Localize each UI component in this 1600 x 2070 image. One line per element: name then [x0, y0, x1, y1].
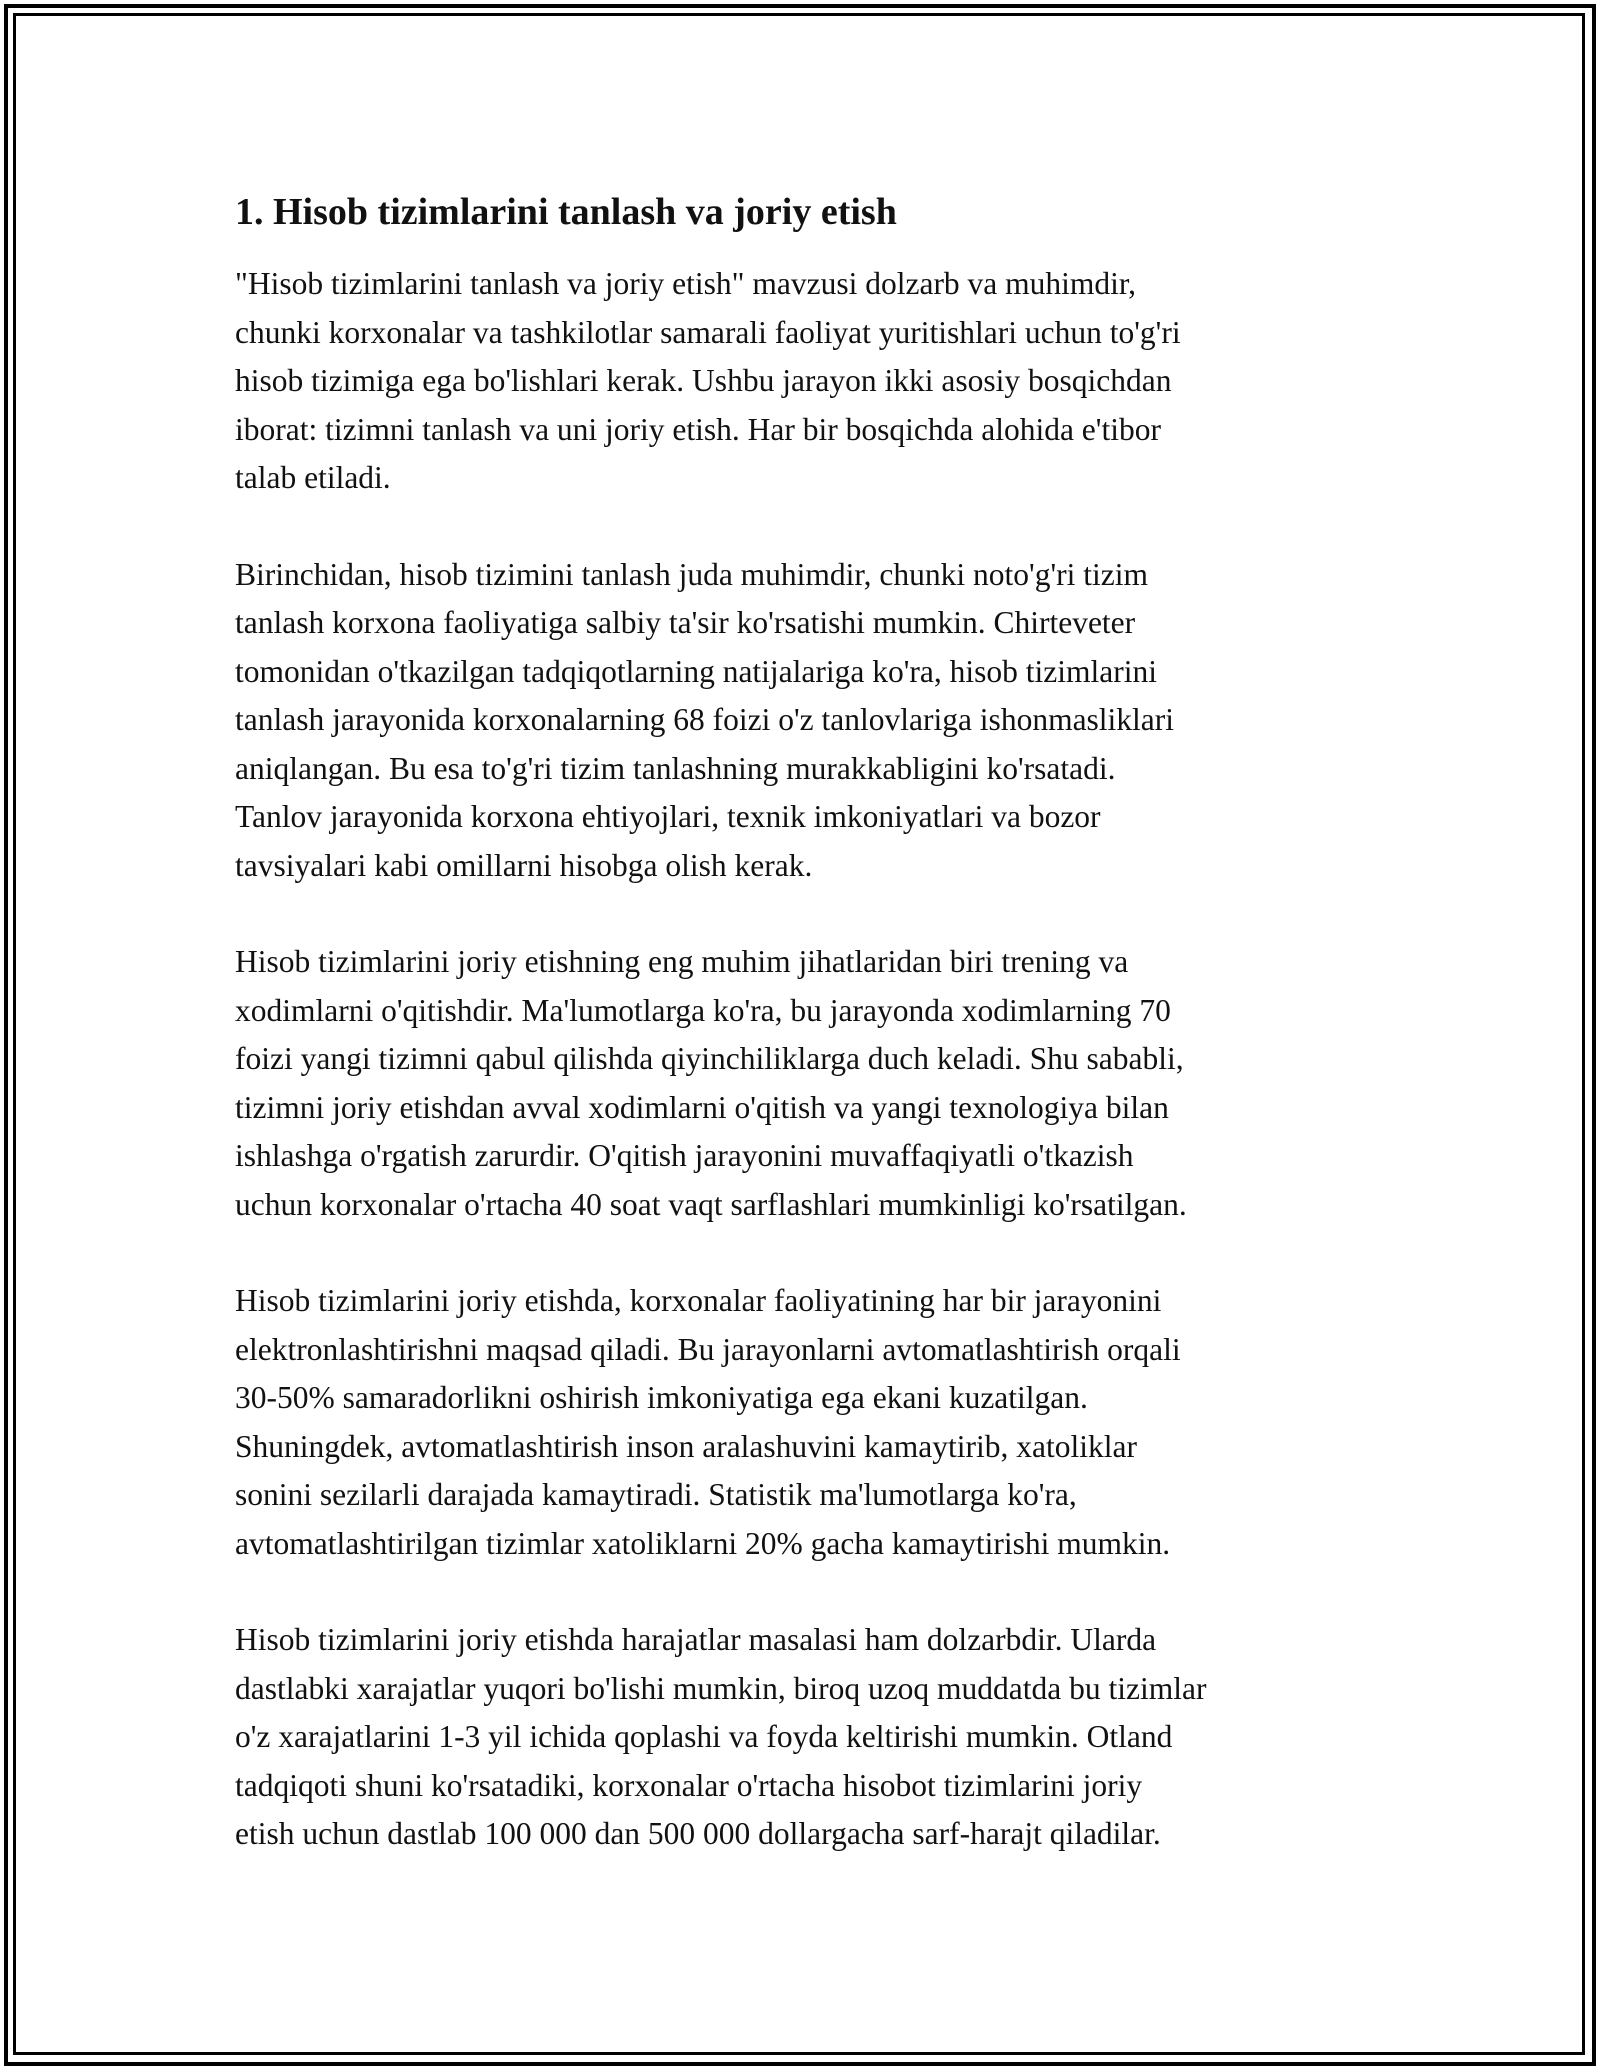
- text-line: avtomatlashtirilgan tizimlar xatoliklarni 20% gacha kamaytirishi mumkin.: [235, 1525, 1171, 1561]
- text-line: Birinchidan, hisob tizimini tanlash juda muhimdir, chunki noto'g'ri tizim: [235, 556, 1148, 592]
- text-line: sonini sezilarli darajada kamaytiradi. Statistik ma'lumotlarga ko'ra,: [235, 1477, 1077, 1512]
- text-line: tanlash jarayonida korxonalarning 68 foizi o'z tanlovlariga ishonmasliklari: [235, 702, 1175, 737]
- text-line: iborat: tizimni tanlash va uni joriy etish. Har bir bosqichda alohida e'tibor: [235, 411, 1161, 447]
- text-line: etish uchun dastlab 100 000 dan 500 000 dollargacha sarf-harajt qiladilar.: [235, 1816, 1161, 1851]
- document-body: [235, 184, 1395, 1907]
- text-line: o'z xarajatlarini 1-3 yil ichida qoplashi va foyda keltirishi mumkin. Otland: [235, 1719, 1173, 1754]
- text-line: tavsiyalari kabi omillarni hisobga olish kerak.: [235, 847, 813, 883]
- text-line: tadqiqoti shuni ko'rsatadiki, korxonalar o'rtacha hisobot tizimlarini joriy: [235, 1767, 1143, 1803]
- text-line: ishlashga o'rgatish zarurdir. O'qitish jarayonini muvaffaqiyatli o'tkazish: [235, 1138, 1134, 1173]
- text-line: 30-50% samaradorlikni oshirish imkoniyatiga ega ekani kuzatilgan.: [235, 1380, 1088, 1415]
- text-line: Hisob tizimlarini joriy etishda harajatlar masalasi ham dolzarbdir. Ularda: [235, 1622, 1157, 1657]
- text-line: elektronlashtirishni maqsad qiladi. Bu jarayonlarni avtomatlashtirish orqali: [235, 1331, 1181, 1367]
- text-line: xodimlarni o'qitishdir. Ma'lumotlarga ko'ra, bu jarayonda xodimlarning 70: [235, 992, 1171, 1028]
- document-heading: 1. Hisob tizimlarini tanlash va joriy etish: [235, 191, 897, 233]
- text-line: hisob tizimiga ega bo'lishlari kerak. Ushbu jarayon ikki asosiy bosqichdan: [235, 363, 1172, 398]
- paragraph-2: [235, 551, 1395, 891]
- text-line: tizimni joriy etishdan avval xodimlarni o'qitish va yangi texnologiya bilan: [235, 1089, 1169, 1125]
- text-line: aniqlangan. Bu esa to'g'ri tizim tanlashning murakkabligini ko'rsatadi.: [235, 750, 1116, 786]
- text-line: foizi yangi tizimni qabul qilishda qiyinchiliklarga duch keladi. Shu sababli,: [235, 1041, 1184, 1076]
- text-line: chunki korxonalar va tashkilotlar samarali faoliyat yuritishlari uchun to'g'ri: [235, 314, 1181, 350]
- paragraph-3: [235, 938, 1395, 1229]
- text-line: "Hisob tizimlarini tanlash va joriy etish" mavzusi dolzarb va muhimdir,: [235, 266, 1137, 301]
- text-line: Shuningdek, avtomatlashtirish inson aralashuvini kamaytirib, xatoliklar: [235, 1428, 1137, 1464]
- text-line: talab etiladi.: [235, 460, 391, 495]
- text-line: Tanlov jarayonida korxona ehtiyojlari, texnik imkoniyatlari va bozor: [235, 799, 1101, 834]
- paragraph-1: [235, 260, 1395, 503]
- text-line: tomonidan o'tkazilgan tadqiqotlarning natijalariga ko'ra, hisob tizimlarini: [235, 653, 1157, 689]
- paragraph-5: [235, 1616, 1395, 1859]
- text-line: Hisob tizimlarini joriy etishning eng muhim jihatlaridan biri trening va: [235, 944, 1129, 979]
- text-line: Hisob tizimlarini joriy etishda, korxonalar faoliyatining har bir jarayonini: [235, 1283, 1162, 1318]
- paragraph-4: [235, 1277, 1395, 1568]
- text-line: dastlabki xarajatlar yuqori bo'lishi mumkin, biroq uzoq muddatda bu tizimlar: [235, 1670, 1207, 1706]
- text-line: uchun korxonalar o'rtacha 40 soat vaqt sarflashlari mumkinligi ko'rsatilgan.: [235, 1186, 1187, 1222]
- text-line: tanlash korxona faoliyatiga salbiy ta'sir ko'rsatishi mumkin. Chirteveter: [235, 605, 1136, 640]
